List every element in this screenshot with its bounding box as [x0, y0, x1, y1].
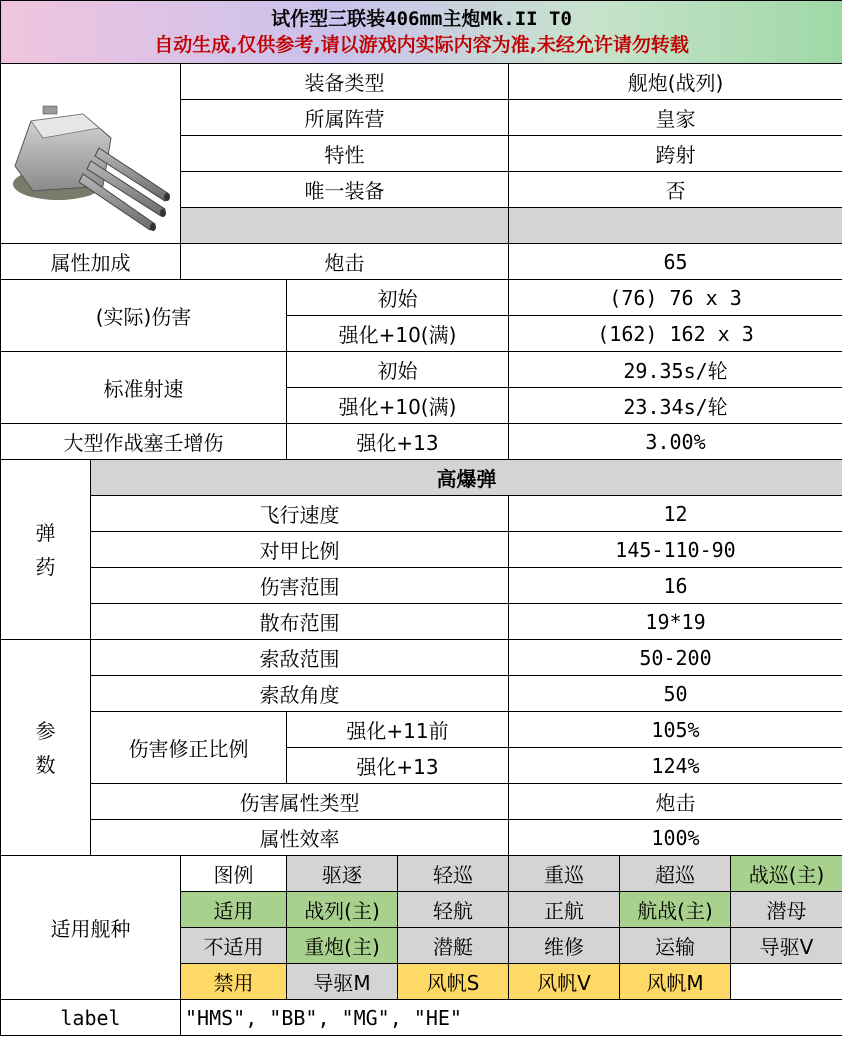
- ship-type-cell: 轻巡: [398, 856, 509, 892]
- ship-type-cell: [731, 964, 842, 1000]
- big-op-stage: 强化+13: [287, 424, 509, 460]
- param-value: 100%: [509, 820, 842, 856]
- ship-type-cell: 重炮(主): [287, 928, 398, 964]
- rate-value: 23.34s/轮: [509, 388, 842, 424]
- param-label: 伤害属性类型: [91, 784, 509, 820]
- disclaimer: 自动生成,仅供参考,请以游戏内实际内容为准,未经允许请勿转载: [154, 34, 689, 56]
- ship-type-cell: 正航: [509, 892, 620, 928]
- rate-label: 标准射速: [1, 352, 287, 424]
- info-value: 皇家: [509, 100, 842, 136]
- damage-label: (实际)伤害: [1, 280, 287, 352]
- ammo-stat-value: 19*19: [509, 604, 842, 640]
- ship-type-cell: 航战(主): [620, 892, 731, 928]
- ammo-type: 高爆弹: [91, 460, 842, 496]
- info-value: 舰炮(战列): [509, 64, 842, 100]
- big-op-value: 3.00%: [509, 424, 842, 460]
- dmg-mod-value: 105%: [509, 712, 842, 748]
- params-group-label: 参 数: [1, 640, 91, 856]
- param-label: 索敌角度: [91, 676, 509, 712]
- ship-type-cell: 潜母: [731, 892, 842, 928]
- ship-types-label: 适用舰种: [1, 856, 181, 1000]
- page-title: 试作型三联装406mm主炮Mk.II T0: [271, 8, 572, 30]
- info-value: 跨射: [509, 136, 842, 172]
- rate-value: 29.35s/轮: [509, 352, 842, 388]
- ammo-stat-value: 12: [509, 496, 842, 532]
- dmg-mod-label: 伤害修正比例: [91, 712, 287, 784]
- param-label: 索敌范围: [91, 640, 509, 676]
- rate-stage: 初始: [287, 352, 509, 388]
- ship-type-cell: 战巡(主): [731, 856, 842, 892]
- ammo-stat-label: 对甲比例: [91, 532, 509, 568]
- ship-type-cell: 风帆M: [620, 964, 731, 1000]
- ship-type-cell: 风帆V: [509, 964, 620, 1000]
- dmg-mod-value: 124%: [509, 748, 842, 784]
- legend-unusable: 不适用: [181, 928, 287, 964]
- ship-type-cell: 维修: [509, 928, 620, 964]
- info-label: 装备类型: [181, 64, 509, 100]
- ship-type-cell: 运输: [620, 928, 731, 964]
- bonus-value: 65: [509, 244, 842, 280]
- triple-gun-turret-icon: [3, 66, 179, 236]
- info-label: 特性: [181, 136, 509, 172]
- equipment-image: [1, 64, 181, 244]
- damage-value: (76) 76 x 3: [509, 280, 842, 316]
- ammo-stat-label: 散布范围: [91, 604, 509, 640]
- ammo-stat-label: 伤害范围: [91, 568, 509, 604]
- info-label: 所属阵营: [181, 100, 509, 136]
- param-value: 炮击: [509, 784, 842, 820]
- ship-type-cell: 超巡: [620, 856, 731, 892]
- ship-type-cell: 轻航: [398, 892, 509, 928]
- dmg-mod-stage: 强化+13: [287, 748, 509, 784]
- footer-label: label: [1, 1000, 181, 1036]
- ship-type-cell: 战列(主): [287, 892, 398, 928]
- damage-value: (162) 162 x 3: [509, 316, 842, 352]
- ship-type-cell: 导驱V: [731, 928, 842, 964]
- info-label: 唯一装备: [181, 172, 509, 208]
- param-label: 属性效率: [91, 820, 509, 856]
- bonus-stat: 炮击: [181, 244, 509, 280]
- ammo-stat-value: 145-110-90: [509, 532, 842, 568]
- empty-label-cell: [181, 208, 509, 244]
- ship-type-cell: 驱逐: [287, 856, 398, 892]
- ammo-group-label: 弹 药: [1, 460, 91, 640]
- ammo-stat-label: 飞行速度: [91, 496, 509, 532]
- info-value: 否: [509, 172, 842, 208]
- param-value: 50-200: [509, 640, 842, 676]
- header: [1, 1, 842, 64]
- damage-stage: 初始: [287, 280, 509, 316]
- bonus-label: 属性加成: [1, 244, 181, 280]
- damage-stage: 强化+10(满): [287, 316, 509, 352]
- legend-banned: 禁用: [181, 964, 287, 1000]
- ship-type-cell: 导驱M: [287, 964, 398, 1000]
- param-value: 50: [509, 676, 842, 712]
- big-op-label: 大型作战塞壬增伤: [1, 424, 287, 460]
- ship-type-cell: 风帆S: [398, 964, 509, 1000]
- ship-type-cell: 潜艇: [398, 928, 509, 964]
- footer-value: "HMS", "BB", "MG", "HE": [181, 1000, 842, 1036]
- dmg-mod-stage: 强化+11前: [287, 712, 509, 748]
- rate-stage: 强化+10(满): [287, 388, 509, 424]
- legend-usable: 适用: [181, 892, 287, 928]
- empty-value-cell: [509, 208, 842, 244]
- ship-type-cell: 重巡: [509, 856, 620, 892]
- legend-header: 图例: [181, 856, 287, 892]
- ammo-stat-value: 16: [509, 568, 842, 604]
